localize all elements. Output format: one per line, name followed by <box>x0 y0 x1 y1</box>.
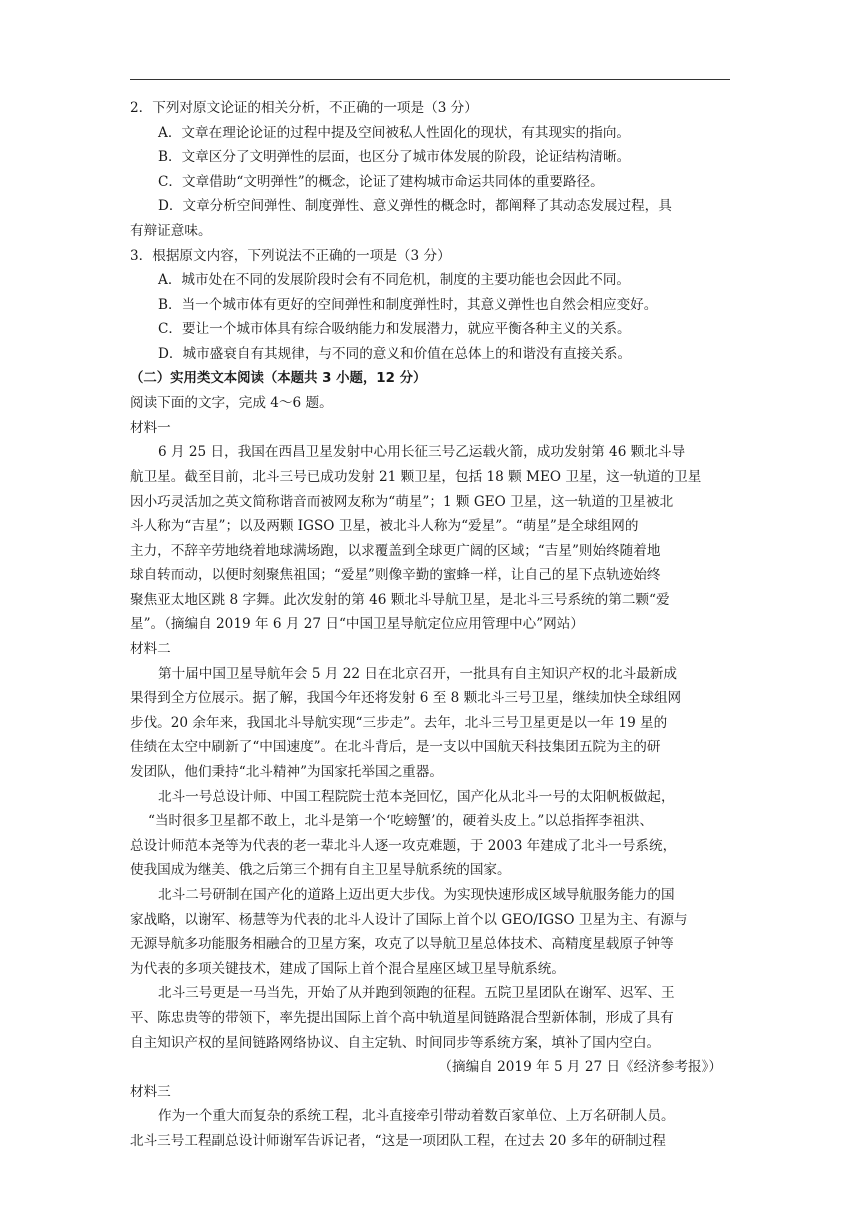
material-2-line: 果得到全方位展示。据了解，我国今年还将发射 6 至 8 颗北斗三号卫星，继续加快全球组网 <box>130 690 682 707</box>
header-rule <box>130 79 730 80</box>
question-2-option-c: C．文章借助“文明弹性”的概念，论证了建构城市命运共同体的重要路径。 <box>158 173 604 190</box>
material-1-title: 材料一 <box>130 419 171 436</box>
section-instruction: 阅读下面的文字，完成 4～6 题。 <box>130 395 333 412</box>
material-1-line: 主力，不辞辛劳地绕着地球满场跑，以求覆盖到全球更广阔的区域；“吉星”则始终随着地 <box>130 542 661 559</box>
material-3-title: 材料三 <box>130 1083 171 1100</box>
material-1-line: 聚焦亚太地区跳 8 字舞。此次发射的第 46 颗北斗导航卫星，是北斗三号系统的第二颗“爱 <box>130 591 670 608</box>
material-1-line: 航卫星。截至目前，北斗三号已成功发射 21 颗卫星，包括 18 颗 MEO 卫星，这一轨道的卫星 <box>130 468 702 485</box>
material-2-line: 无源导航多功能服务相融合的卫星方案，攻克了以导航卫星总体技术、高精度星载原子钟等 <box>130 936 674 953</box>
material-1-line: 星”。（摘编自 2019 年 6 月 27 日“中国卫星导航定位应用管理中心”网站） <box>130 616 584 633</box>
question-2-stem: 2．下列对原文论证的相关分析，不正确的一项是（3 分） <box>130 100 478 116</box>
material-2-title: 材料二 <box>130 641 171 658</box>
material-1-line: 斗人称为“吉星”；以及两颗 IGSO 卫星，被北斗人称为“爱星”。“萌星”是全球组网的 <box>130 518 639 535</box>
material-1-line: 6 月 25 日，我国在西昌卫星发射中心用长征三号乙运载火箭，成功发射第 46 颗北斗导 <box>158 444 686 461</box>
material-2-line: 自主知识产权的星间链路网络协议、自主定轨、时间同步等系统方案，填补了国内空白。 <box>130 1034 661 1051</box>
question-3-option-c: C．要让一个城市体具有综合吸纳能力和发展潜力，就应平衡各种主义的关系。 <box>158 321 631 338</box>
question-2-option-d: D．文章分析空间弹性、制度弹性、意义弹性的概念时，都阐释了其动态发展过程，具 <box>158 198 672 215</box>
material-2-line: 北斗二号研制在国产化的道路上迈出更大步伐。为实现快速形成区域导航服务能力的国 <box>158 887 675 903</box>
material-2-line: 佳绩在太空中刷新了“中国速度”。在北斗背后，是一支以中国航天科技集团五院为主的研 <box>130 739 661 756</box>
exam-page <box>130 96 730 1154</box>
question-2-option-d-cont: 有辩证意味。 <box>130 222 212 239</box>
question-3-stem: 3．根据原文内容，下列说法不正确的一项是（3 分） <box>130 247 451 264</box>
material-2-line: 使我国成为继美、俄之后第三个拥有自主卫星导航系统的国家。 <box>130 862 511 879</box>
material-1-line: 球自转而动，以便时刻聚焦祖国；“爱星”则像辛勤的蜜蜂一样，让自己的星下点轨迹始终 <box>130 567 661 584</box>
question-2-option-b: B．文章区分了文明弹性的层面，也区分了城市体发展的阶段，论证结构清晰。 <box>158 149 631 166</box>
material-1-line: 因小巧灵活加之英文简称谐音而被网友称为“萌星”；1 颗 GEO 卫星，这一轨道的卫星被北 <box>130 493 674 510</box>
material-2-line: 北斗一号总设计师、中国工程院院士范本尧回忆，国产化从北斗一号的太阳帆板做起， <box>158 788 675 805</box>
section-heading: （二）实用类文本阅读（本题共 3 小题，12 分） <box>130 370 427 386</box>
question-3-option-d: D．城市盛衰自有其规律，与不同的意义和价值在总体上的和谐没有直接关系。 <box>158 345 632 362</box>
question-2-option-a: A．文章在理论论证的过程中提及空间被私人性固化的现状，有其现实的指向。 <box>158 124 631 141</box>
material-2-line: “当时很多卫星都不敢上，北斗是第一个‘吃螃蟹’的，硬着头皮上。”以总指挥李祖洪、 <box>148 813 654 830</box>
material-2-line: 平、陈忠贵等的带领下，率先提出国际上首个高中轨道星间链路混合型新体制，形成了具有 <box>130 1009 674 1026</box>
material-2-source: （摘编自 2019 年 5 月 27 日《经济参考报》） <box>438 1059 722 1076</box>
material-2-line: 为代表的多项关键技术，建成了国际上首个混合星座区域卫星导航系统。 <box>130 960 565 977</box>
question-3-option-a: A．城市处在不同的发展阶段时会有不同危机，制度的主要功能也会因此不同。 <box>158 272 631 289</box>
material-3-line: 作为一个重大而复杂的系统工程，北斗直接牵引带动着数百家单位、上万名研制人员。 <box>158 1108 675 1125</box>
material-2-line: 家战略，以谢军、杨慧等为代表的北斗人设计了国际上首个以 GEO/IGSO 卫星为主、有源与 <box>130 911 688 928</box>
material-2-line: 北斗三号更是一马当先，开始了从并跑到领跑的征程。五院卫星团队在谢军、迟军、王 <box>158 985 675 1002</box>
material-2-line: 发团队，他们秉持“北斗精神”为国家托举国之重器。 <box>130 764 443 781</box>
material-2-line: 步伐。20 余年来，我国北斗导航实现“三步走”。去年，北斗三号卫星更是以一年 19 星的 <box>130 714 668 731</box>
material-3-line: 北斗三号工程副总设计师谢军告诉记者，“这是一项团队工程，在过去 20 多年的研制过程 <box>130 1132 666 1149</box>
material-2-line: 总设计师范本尧等为代表的老一辈北斗人逐一攻克难题，于 2003 年建成了北斗一号系统， <box>130 837 677 854</box>
material-2-line: 第十届中国卫星导航年会 5 月 22 日在北京召开，一批具有自主知识产权的北斗最新成 <box>158 665 678 682</box>
question-3-option-b: B．当一个城市体有更好的空间弹性和制度弹性时，其意义弹性也自然会相应变好。 <box>158 296 658 313</box>
